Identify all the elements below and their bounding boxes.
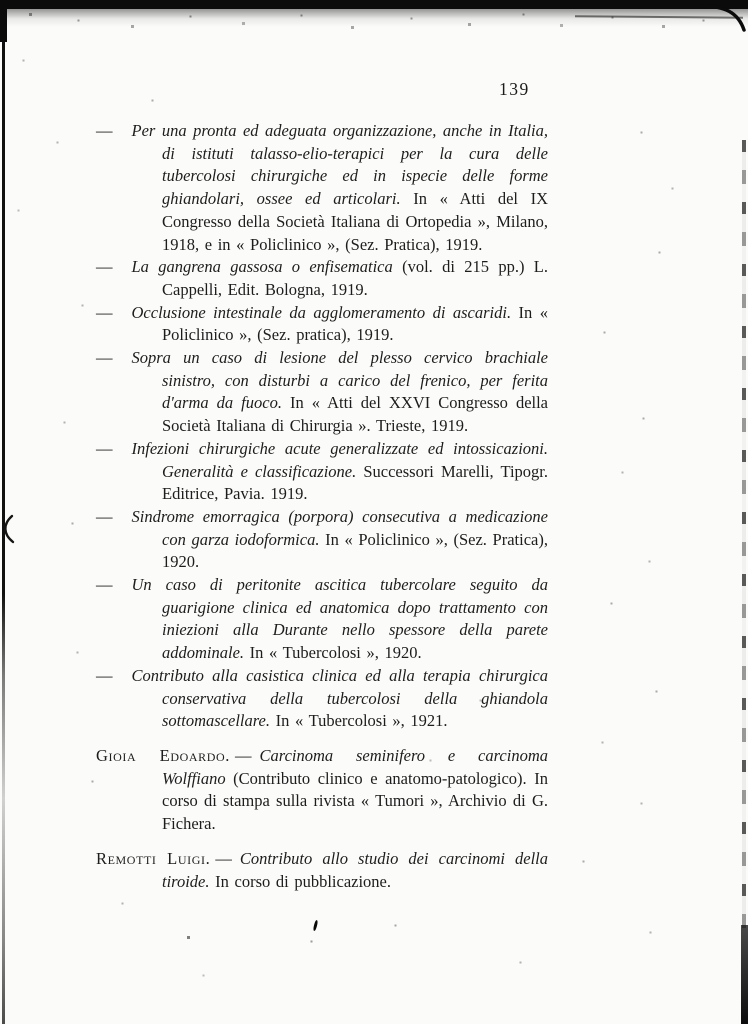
entry-title: La gangrena gassosa o enfisematica — [131, 257, 393, 277]
scan-top-edge — [0, 0, 748, 9]
bibliography-entry — [96, 665, 548, 733]
entry-author: Remotti Luigi. — [96, 848, 211, 868]
bibliography-entry — [96, 506, 548, 574]
entry-publication: In « Atti del XXVI Congresso della Società Italiana di Chirurgia ». Trieste, 1919. — [162, 393, 549, 436]
entry-publication: In « Policlinico », (Sez. pratica), 1919. — [162, 302, 548, 345]
entry-title: Contributo allo studio dei carcinomi della tiroide. — [162, 848, 548, 891]
entry-dash: — — [235, 745, 252, 765]
entry-publication: In « Atti del IX Congresso della Società Italiana di Ortopedia », Milano, 1918, e in « Policlinico », (Sez. Pratica), 1919. — [162, 189, 549, 254]
scan-right-edge — [742, 140, 746, 930]
entry-dash: — — [96, 575, 113, 595]
bibliography-entry — [96, 347, 548, 438]
entry-title: Per una pronta ed adeguata organizzazione, anche in Italia, di istituti talasso-elio-terapici per la cura delle tubercolosi chirurgiche ed in ispecie delle forme ghiandolari, ossee ed articolari. — [131, 121, 548, 209]
entry-publication: (vol. di 215 pp.) L. Cappelli, Edit. Bologna, 1919. — [162, 257, 548, 299]
entry-dash: — — [96, 121, 113, 140]
bibliography-entry — [96, 574, 548, 665]
scan-corner-crease — [698, 0, 748, 34]
entry-title: Sindrome emorragica (porpora) consecutiva a medicazione con garza iodoformica. — [131, 506, 548, 549]
entry-title: Occlusione intestinale da agglomeramento di ascaridi. — [131, 302, 512, 322]
entry-dash: — — [96, 665, 113, 685]
scan-right-edge-bottom — [741, 925, 748, 1024]
entry-publication: (Contributo clinico e anatomo-patologico). In corso di stampa sulla rivista « Tumori », Archivio di G. Fichera. — [162, 768, 549, 834]
entry-publication: Successori Marelli, Tipogr. Editrice, Pavia. 1919. — [162, 461, 548, 504]
bibliography-entry — [96, 848, 548, 893]
entry-title: Carcinoma seminifero e carcinoma Wolffiano — [162, 745, 548, 788]
scan-left-edge-corner — [0, 0, 7, 42]
ink-stray-mark — [313, 920, 319, 931]
entry-dash: — — [96, 257, 113, 277]
entry-publication: In corso di pubblicazione. — [215, 871, 392, 891]
bibliography-entry — [96, 120, 548, 256]
entry-dash: — — [96, 302, 113, 322]
bibliography-entry — [96, 256, 548, 301]
entry-title: Infezioni chirurgiche acute generalizzate ed intossicazioni. Generalità e classificazione. — [131, 438, 548, 481]
entry-dash: — — [96, 438, 113, 458]
entry-dash: — — [215, 848, 232, 868]
entry-title: Sopra un caso di lesione del plesso cervico brachiale sinistro, con disturbi a carico del frenico, per ferita d'arma da fuoco. — [131, 348, 548, 413]
scan-left-mark — [0, 512, 18, 546]
entry-title: Un caso di peritonite ascitica tubercolare seguito da guarigione clinica ed anatomica dopo trattamento con iniezioni alla Durante nello spessore della parete addominale. — [131, 575, 548, 663]
bibliography-entry — [96, 438, 548, 506]
bibliography-entry — [96, 302, 548, 347]
bibliography-list — [96, 120, 548, 893]
entry-dash: — — [96, 506, 113, 526]
scan-top-noise — [0, 9, 748, 27]
bibliography-entry — [96, 745, 548, 836]
entry-title: Contributo alla casistica clinica ed alla terapia chirurgica conservativa della tubercolosi della ghiandola sottomascellare. — [131, 665, 548, 731]
page-number: 139 — [499, 79, 530, 99]
entry-publication: In « Tubercolosi », 1921. — [275, 711, 448, 731]
scan-speckles — [0, 0, 1, 1]
entry-author: Gioia Edoardo. — [96, 745, 231, 765]
entry-publication: In « Policlinico », (Sez. Pratica), 1920. — [162, 529, 548, 572]
entry-dash: — — [96, 348, 113, 368]
entry-publication: In « Tubercolosi », 1920. — [249, 643, 422, 663]
